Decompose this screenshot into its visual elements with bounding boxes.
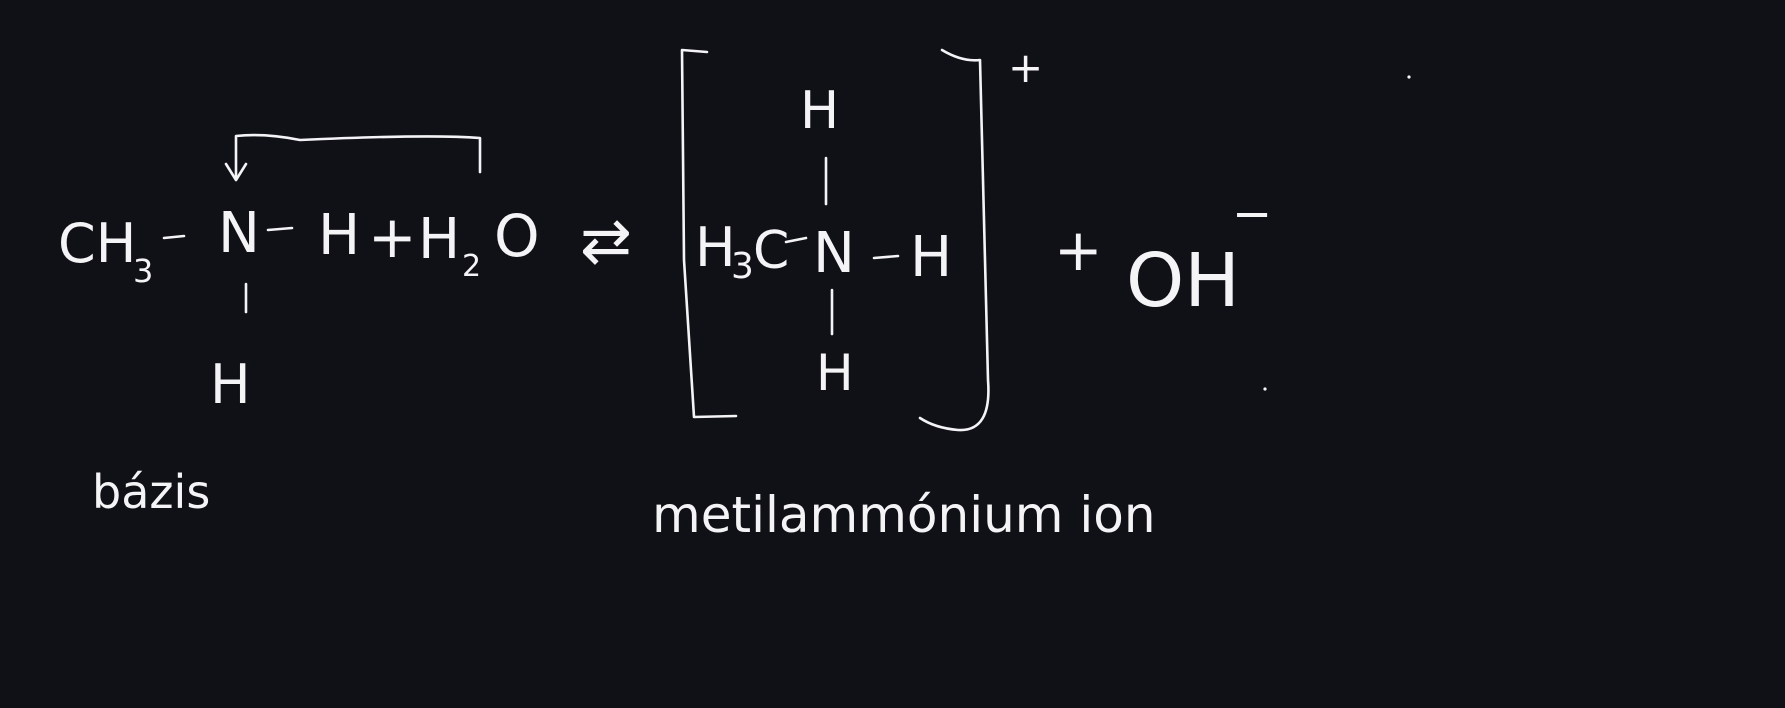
- equilibrium-arrow: ⇄: [580, 204, 632, 277]
- hydrogen-atom-bottom: H: [210, 353, 251, 416]
- hydroxide-formula: OH: [1126, 238, 1240, 324]
- hydrogen-atom-right: H: [318, 203, 361, 268]
- bond-n-h-right-cation: [874, 256, 898, 258]
- stray-dot: [1263, 387, 1266, 390]
- cation-hydrogen-right: H: [910, 225, 953, 290]
- methyl-subscript: 3: [133, 252, 154, 290]
- hydroxide-charge: −: [1232, 186, 1273, 242]
- base-label: bázis: [92, 465, 211, 519]
- curved-arrow-line: [236, 135, 480, 178]
- methylamine-molecule: [58, 201, 360, 416]
- water-subscript: 2: [462, 249, 482, 284]
- water-hydrogen: H: [418, 207, 461, 272]
- water-molecule: [418, 202, 540, 284]
- nitrogen-atom: N: [218, 201, 260, 266]
- bond-c-n: [164, 236, 184, 238]
- methylammonium-ion: [682, 43, 1043, 430]
- cation-nitrogen: N: [813, 221, 855, 286]
- reactant-plus-sign: +: [368, 203, 417, 271]
- water-oxygen: O: [494, 202, 540, 270]
- cation-methyl-h: H: [695, 216, 736, 279]
- product-plus-sign: +: [1054, 216, 1103, 284]
- bond-n-h-right: [268, 228, 292, 230]
- cation-methyl-subscript: 3: [731, 246, 754, 287]
- product-label: metilammónium ion: [652, 486, 1156, 544]
- electron-transfer-arrow: [226, 135, 480, 180]
- hydroxide-ion: [1126, 186, 1272, 324]
- cation-carbon: C: [753, 221, 790, 281]
- cation-hydrogen-bottom: H: [816, 344, 854, 402]
- cation-hydrogen-top: H: [800, 81, 840, 141]
- cation-charge: +: [1008, 43, 1044, 92]
- stray-dot: [1407, 75, 1410, 78]
- methyl-group-text: CH: [58, 212, 137, 275]
